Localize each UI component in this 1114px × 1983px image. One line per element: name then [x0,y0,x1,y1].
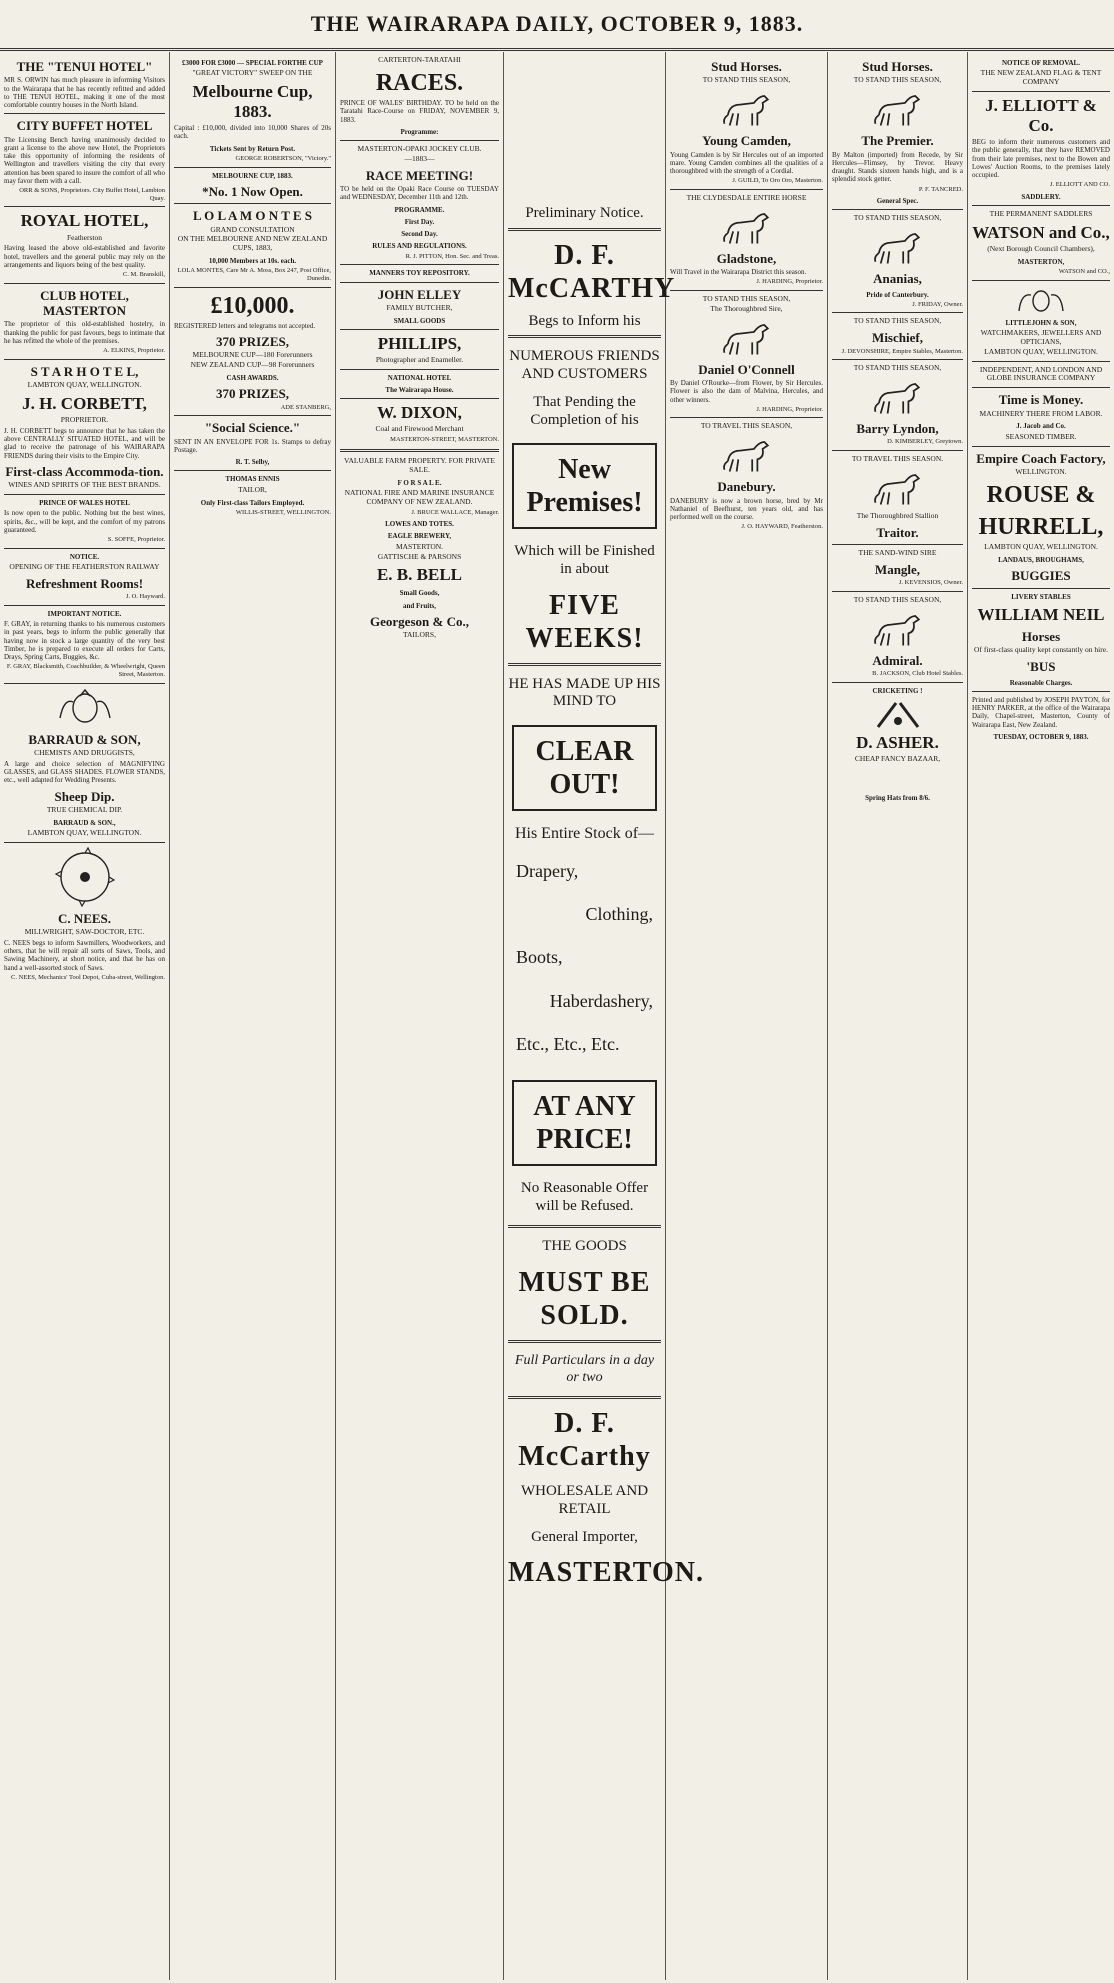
pending-text: That Pending the Completion of his [530,393,639,428]
premier-stand: TO STAND THIS SEASON, [853,75,942,85]
prince-wales-text: Is now open to the public. Nothing but the best wines, spirits, &c., will be kept, and the comfort of my patrons guaranteed. [4,509,165,534]
royal-arms-icon [50,688,120,728]
cup-heading: MELBOURNE CUP, 1883. [212,171,293,180]
watson-sign: WATSON and CO., [1058,268,1110,276]
tenui-text: MR S. ORWIN has much pleasure in informing Visitors to the Wairarapa that he has recently refitted and added to THE TENUI HOTEL, making it one of the most comfortable country houses in the North Island. [4,76,165,110]
coach-factory-heading: Empire Coach Factory, [976,450,1106,466]
tailor-text: Only First-class Tailors Employed. [200,498,305,507]
masterton-year: —1883— [404,154,435,163]
littlejohn-sub: WATCHMAKERS, JEWELLERS AND OPTICIANS, [980,328,1102,346]
carterton-top: CARTERTON-TARATAHI [378,55,461,64]
insurance-co-heading: INDEPENDENT, AND LONDON AND GLOBE INSURANCE COMPANY [979,364,1103,383]
barraud2-heading: BARRAUD & SON., [53,818,116,827]
programme-heading: Programme: [400,127,439,136]
corbett-text: J. H. CORBETT begs to announce that he has taken the above CENTRALLY SITUATED HOTEL, and will be glad to receive the patronage of his WAIRARAPA FRIENDS during their visits to the Empire City. [4,426,165,460]
oconnell-sign: J. HARDING, Proprietor. [756,405,823,413]
phillips-heading: PHILLIPS, [377,334,462,353]
decided-text: HE HAS MADE UP HIS MIND TO [508,675,661,710]
ananias-name: Ananias, [873,271,922,287]
royal-hotel-sub: Featherston [67,232,102,242]
horse-icon [872,468,924,508]
rouse-addr: LAMBTON QUAY, WELLINGTON. [984,542,1098,552]
oconnell-sub: The Thoroughbred Sire, [710,303,783,313]
nees-text: C. NEES begs to inform Sawmillers, Woodworkers, and others, that he will repair all sorts of Saws, Tools, and Sawing Machinery, at short notice, and that he has on hand a well-assorted stock of Saws. [4,938,165,972]
elliott-heading: J. ELLIOTT & Co. [985,95,1097,135]
featherston-sign: J. O. Hayward. [125,593,165,601]
gray-text: F. GRAY, in returning thanks to his numerous customers in past years, begs to inform the public generally that having now in stock a large quantity of the very best Timber, he is prepared to execute all orders for Carts, Drays, Spring Carts, Buggies, &c. [4,620,165,662]
crest-icon [1011,285,1071,315]
prizes-heading: 370 PRIZES, [216,334,289,350]
elley-heading: JOHN ELLEY [377,286,462,302]
premier-sign: P. F. TANCRED. [918,185,963,193]
oconnell-text: By Daniel O'Rourke—from Flower, by Sir Hercules. Flower is also the dam of Malvina, Hercules, and other winners. [670,379,823,404]
gladstone-sign: J. HARDING, Proprietor. [756,278,823,286]
new-premises-text: New Premises! [512,443,657,529]
horse-icon [872,89,924,129]
premier-name: The Premier. [861,133,934,149]
masthead: THE WAIRARAPA DAILY, OCTOBER 9, 1883. [0,0,1114,51]
column-5 [666,52,828,1980]
mangle-sign: J. KEVENSIOS, Owner. [898,579,963,587]
sweep-sign: GEORGE ROBERTSON, "Victory." [235,154,331,162]
traitor-stand: TO TRAVEL THIS SEASON. [851,454,944,464]
dixon-heading: W. DIXON, [377,403,462,423]
time-money-sub: MACHINERY THERE FROM LABOR. [979,408,1103,418]
lola-shares: 10,000 Members at 10s. each. [208,257,297,266]
seasoned-heading: SEASONED TIMBER. [1005,431,1077,441]
tenui-heading: THE "TENUI HOTEL" [16,59,153,74]
club-hotel-heading: CLUB HOTEL, MASTERTON [40,287,129,319]
danebury-name: Danebury. [717,479,776,495]
friends-text: NUMEROUS FRIENDS AND CUSTOMERS [509,348,660,383]
corbett-ad: First-class Accommoda-tion. [5,463,164,479]
horse-icon [872,377,924,417]
club-hotel-sign: A. ELKINS, Proprietor. [103,347,165,355]
elley-sub: FAMILY BUTCHER, [386,302,453,312]
column-1 [0,52,170,1980]
hurrell-heading: HURRELL, [978,514,1104,541]
prince-wales-sign: S. SOFFE, Proprietor. [107,536,165,544]
sheep-dip-sub: TRUE CHEMICAL DIP. [46,804,123,814]
buggies-heading: BUGGIES [1011,568,1071,584]
horses-heading: Horses [1021,629,1061,645]
tailor-sign: WILLIS-STREET, WELLINGTON. [235,508,331,516]
barraud-sub: CHEMISTS AND DRUGGISTS, [34,747,135,757]
nz-cup-heading: NEW ZEALAND CUP—98 Forerunners [190,360,315,370]
masterton-text: TO be held on the Opaki Race Course on TUESDAY and WEDNESDAY, December 11th and 12th. [340,185,499,202]
mccarthy-ad [508,205,704,1589]
ananias-stand: TO STAND THIS SEASON, [853,213,942,223]
gladstone-text: Will Travel in the Wairarapa District this season. [670,268,807,277]
stock-list [516,850,653,1066]
stock-item: Haberdashery, [549,990,653,1011]
admiral-name: Admiral. [872,652,923,668]
column-2 [170,52,336,1980]
asher-sub: CHEAP FANCY BAZAAR, [854,754,941,764]
imprint-date: TUESDAY, OCTOBER 9, 1883. [993,732,1089,741]
barry-name: Barry Lyndon, [856,421,939,437]
stock-item: Drapery, [516,861,579,881]
phillips-sub: Photographer and Enameller. [375,355,464,365]
nees-heading: C. NEES. [57,910,112,926]
horses-sub: Of first-class quality kept constantly on hire. [974,645,1108,655]
particulars-text: Full Particulars in a day or two [514,1353,655,1385]
column-4 [504,52,704,1980]
asher-heading: D. ASHER. [856,733,939,753]
lola-sign: LOLA MONTES, Care Mr A. Moss, Box 247, Post Office, Dunedin. [177,267,331,282]
social-heading: "Social Science." [204,420,301,436]
eagle-sub: MASTERTON. [395,541,444,551]
gray-heading: IMPORTANT NOTICE. [47,609,122,618]
stud-horses-heading-2: Stud Horses. [862,59,933,74]
lola-sub2: ON THE MELBOURNE AND NEW ZEALAND CUPS, 1883, [177,234,328,253]
mccarthy-name: D. F. McCARTHY [508,239,676,304]
royal-hotel-heading: ROYAL HOTEL, [20,211,149,231]
livery-heading: LIVERY STABLES [1011,592,1071,601]
lowes-heading: LOWES AND TOTES. [385,520,454,529]
general-spec-heading: General Spec. [876,197,919,206]
mccarthy-name-2: D. F. McCarthy [518,1408,651,1473]
race-meeting-heading: RACE MEETING! [365,167,474,183]
horse-icon [721,207,773,247]
lola-heading: L O L A M O N T E S [192,208,313,224]
five-weeks-text: FIVE WEEKS! [525,589,644,654]
royal-hotel-sign: C. M. Branskill, [122,271,165,279]
oconnell-name: Daniel O'Connell [698,361,795,377]
ananias-sign: J. FRIDAY, Owner. [912,300,963,308]
wholesale-text: WHOLESALE AND RETAIL [520,1483,649,1517]
gray-sign: F. GRAY, Blacksmith, Coachbuilder, & Wheelwright, Queen Street, Masterton. [6,663,165,678]
selby-heading: R. T. Selby, [235,458,270,467]
sweep-sub: "GREAT VICTORY" SWEEP ON THE [192,68,313,78]
tailor-heading: THOMAS ENNIS [225,475,280,484]
bus-heading: 'BUS [1026,659,1056,675]
importer-text: General Importer, [531,1528,638,1545]
rules-heading: RULES AND REGULATIONS. [372,242,467,251]
traitor-name: Traitor. [876,524,919,540]
admiral-stand: TO STAND THIS SEASON, [853,594,942,604]
tickets-heading: Tickets Sent by Return Post. [209,144,296,153]
now-open-heading: *No. 1 Now Open. [202,183,303,199]
bell-sub2: and Fruits, [402,601,437,610]
toy-repository-heading: MANNERS TOY REPOSITORY. [369,269,470,278]
rules-sign: R. J. PITTON, Hon. Sec. and Treas. [405,252,499,260]
barraud-text: A large and choice selection of MAGNIFYING GLASSES, and GLASS SHADES. FLOWER STANDS, etc., well adapted for Wedding Presents. [4,759,165,785]
rouse-heading: ROUSE & [986,481,1096,508]
clear-out-text: CLEAR OUT! [512,725,657,811]
insurance-sign: J. BRUCE WALLACE, Manager. [411,508,499,516]
ten-thousand-sub: REGISTERED letters and telegrams not accepted. [174,321,316,330]
premier-text: By Malton (imported) from Recede, by Sir Hercules—Flimsey, by Trevor. Heavy draught. Stands sixteen hands high, and is a splendid stock getter. [832,150,963,184]
lola-sub: GRAND CONSULTATION [210,224,295,234]
mangle-name: Mangle, [874,562,921,577]
corbett-sub: PROPRIETOR. [60,415,109,425]
cash-awards-heading: CASH AWARDS. [226,374,279,383]
city-buffet-sign: ORR & SONS, Proprietors. City Buffet Hotel, Lambton Quay. [19,187,165,202]
barry-stand: TO STAND THIS SEASON, [853,363,942,373]
stock-item: Etc., Etc., Etc. [516,1033,620,1054]
sweep-capital: Capital : £10,000, divided into 10,000 Shares of 20s each. [174,124,331,141]
mischief-name: Mischief, [872,330,923,346]
any-price-text: AT ANY PRICE! [512,1080,657,1166]
watson-sub: (Next Borough Council Chambers), [987,244,1095,254]
dixon-sub: Coal and Firewood Merchant [375,424,464,434]
sweep-top: £3000 FOR £3000 — SPECIAL FORTHE CUP [182,59,323,67]
watson-name: WATSON and Co., [972,223,1110,243]
gattische-heading: GATTISCHE & PARSONS [377,551,462,561]
watson-town: MASTERTON, [1017,257,1065,266]
which-text: Which will be Finished in about [514,543,655,577]
bell-sub: Small Goods, [399,589,440,598]
prizes2-heading: 370 PRIZES, [216,386,289,402]
horse-icon [872,227,924,267]
masterton-jockey-heading: MASTERTON-OPAKI JOCKEY CLUB. [357,144,482,154]
tailor-sub: TAILOR, [238,484,267,494]
city-buffet-text: The Licensing Bench having unanimously decided to grant a license to the above new Hotel, the Proprietors take this opportunity of informing the residents of Wellington and travellers visiting the city that every attention has been spared to insure the comfort of all who may favor them with a call. [4,135,165,185]
removal-sub: THE NEW ZEALAND FLAG & TENT COMPANY [980,68,1102,87]
corbett-ad2: WINES AND SPIRITS OF THE BEST BRANDS. [8,480,161,490]
time-money-heading: Time is Money. [998,392,1084,408]
featherston-sub: Refreshment Rooms! [25,575,144,591]
barraud2-sub: LAMBTON QUAY, WELLINGTON. [27,827,142,837]
sweep-heading: Melbourne Cup, 1883. [192,82,313,122]
corbett-heading: J. H. CORBETT, [22,394,147,413]
young-camden-name: Young Camden, [702,133,791,149]
sheep-dip-heading: Sheep Dip. [54,788,115,804]
gladstone-stand: THE CLYDESDALE ENTIRE HORSE [686,192,807,202]
traitor-sub: The Thoroughbred Stallion [856,510,939,520]
nees-sign: C. NEES, Mechanics' Tool Depot, Cuba-street, Wellington. [11,973,165,981]
georgeson-sub: TAILORS, [403,630,436,640]
admiral-sign: B. JACKSON, Club Hotel Stables. [872,670,963,678]
imprint-text: Printed and published by JOSEPH PAYTON, for HENRY PARKER, at the office of the Wairarapa Daily, Chapel-street, Masterton, County of Wairarapa East, New Zealand. [972,695,1110,729]
cricket-bats-icon [868,699,928,729]
refused-text: No Reasonable Offer will be Refused. [520,1180,649,1214]
social-text: SENT IN AN ENVELOPE FOR 1s. Stamps to defray Postage. [174,437,331,454]
mischief-stand: TO STAND THIS SEASON, [853,316,942,326]
club-hotel-text: The proprietor of this old-established hostelry, in thanking the public for past favours, begs to intimate that he has refitted the whole of the premises. [4,320,165,345]
notice-heading: NOTICE. [69,552,100,561]
prelim-notice: Preliminary Notice. [525,205,644,221]
horse-icon [721,435,773,475]
stock-item: Clothing, [585,904,653,925]
stock-text: His Entire Stock of— [514,825,655,843]
must-be-sold-text: MUST BE SOLD. [518,1267,651,1332]
ananias-sub: Pride of Canterbury. [866,290,929,299]
elliott-text: BEG to inform their numerous customers and the public generally, that they have REMOVED from their late premises, next to the Bowen and Lowes' Auction Rooms, to the premises lately occupied. [972,138,1110,180]
bell-heading: E. B. BELL [376,565,463,585]
littlejohn-addr: LAMBTON QUAY, WELLINGTON. [984,346,1098,356]
ten-thousand-heading: £10,000. [210,292,295,319]
column-7 [968,52,1114,1980]
jacob-heading: J. Jacob and Co. [1016,422,1066,431]
removal-heading: NOTICE OF REMOVAL. [1002,59,1080,67]
first-day-heading: First Day. [404,217,435,226]
cricket-heading: CRICKETING ! [872,686,923,695]
dixon-sign: MASTERTON-STREET, MASTERTON. [390,436,499,444]
column-6 [828,52,968,1980]
watson-heading: THE PERMANENT SADDLERS [989,209,1093,219]
reasonable-heading: Reasonable Charges. [1009,678,1073,687]
elliott-sign: J. ELLIOTT AND CO. [1049,181,1110,189]
young-camden-text: Young Camden is by Sir Hercules out of an imported mare. Young Camden combines all the qualities of a thoroughbred with the strength of a Cordial. [670,150,823,175]
danebury-sign: J. O. HAYWARD, Featherston. [741,523,823,531]
saw-illustration-icon [30,847,140,907]
coach-factory-sub: WELLINGTON. [1015,466,1067,476]
littlejohn-heading: LITTLEJOHN & SON, [1005,318,1077,327]
georgeson-heading: Georgeson & Co., [370,613,469,629]
small-goods-heading: SMALL GOODS [393,316,446,325]
gladstone-name: Gladstone, [716,250,777,266]
featherston-heading: OPENING OF THE FEATHERSTON RAILWAY [9,561,160,571]
eagle-heading: EAGLE BREWERY, [387,532,452,541]
spring-hats-heading: Spring Hats from 8/6. [865,793,930,802]
royal-hotel-text: Having leased the above old-established and favorite hotel, travellers and the general public may rely on the arrangements and liquors being of the best quality. [4,244,165,269]
goods-text: THE GOODS [542,1238,627,1255]
stock-item: Boots, [516,947,563,968]
horse-icon [721,89,773,129]
ade-sign: ADE STANBERG, [280,403,331,411]
second-day-heading: Second Day. [401,230,438,239]
races-text: PRINCE OF WALES' BIRTHDAY. TO be held on the Taratahi Race-Course on FRIDAY, NOVEMBER 9, 1883. [340,99,499,124]
national-hotel-sub: The Wairarapa House. [385,386,454,395]
star-hotel-sub: LAMBTON QUAY, WELLINGTON. [27,380,142,390]
mischief-sign: J. DEVONSHIRE, Empire Stables, Masterton. [841,347,963,355]
for-sale-heading: F O R S A L E. [397,478,442,487]
young-camden-sign: J. GUILD, To Oro Oro, Masterton. [732,177,823,185]
oconnell-stand: TO STAND THIS SEASON, [702,293,791,303]
mangle-stand: THE SAND-WIND SIRE [858,548,937,558]
barraud-heading: BARRAUD & SON, [28,731,141,747]
city-buffet-heading: CITY BUFFET HOTEL [16,118,153,134]
broughams-heading: LANDAUS, BROUGHAMS, [998,556,1084,565]
horse-icon [872,609,924,649]
prince-wales-heading: PRINCE OF WALES HOTEL [39,499,130,508]
races-heading: RACES. [375,69,464,96]
column-3 [336,52,504,1980]
masterton-text: MASTERTON. [508,1557,704,1589]
prizes-sub: MELBOURNE CUP—180 Forerunners [192,350,313,360]
neil-heading: WILLIAM NEIL [977,605,1105,625]
danebury-text: DANEBURY is now a brown horse, bred by Mr Nathaniel of Beefhurst, ten years old, and has performed well on the course. [670,496,823,522]
insurance-heading: NATIONAL FIRE AND MARINE INSURANCE COMPANY OF NEW ZEALAND. [344,487,495,506]
star-hotel-heading: S T A R H O T E L, [30,363,139,379]
nees-sub: MILLWRIGHT, SAW-DOCTOR, ETC. [24,927,145,937]
horse-icon [721,318,773,358]
danebury-stand: TO TRAVEL THIS SEASON, [700,421,793,431]
stud-horses-heading: Stud Horses. [711,59,782,74]
barry-sign: D. KIMBERLEY, Greytown. [887,438,963,446]
programme2-heading: PROGRAMME. [394,205,445,214]
young-camden-stand: TO STAND THIS SEASON, [702,75,791,85]
national-hotel-heading: NATIONAL HOTEL [387,373,452,382]
begs-text: Begs to Inform his [528,312,641,329]
saddlery-heading: SADDLERY. [1021,192,1061,201]
farm-heading: VALUABLE FARM PROPERTY. FOR PRIVATE SALE. [344,455,495,474]
